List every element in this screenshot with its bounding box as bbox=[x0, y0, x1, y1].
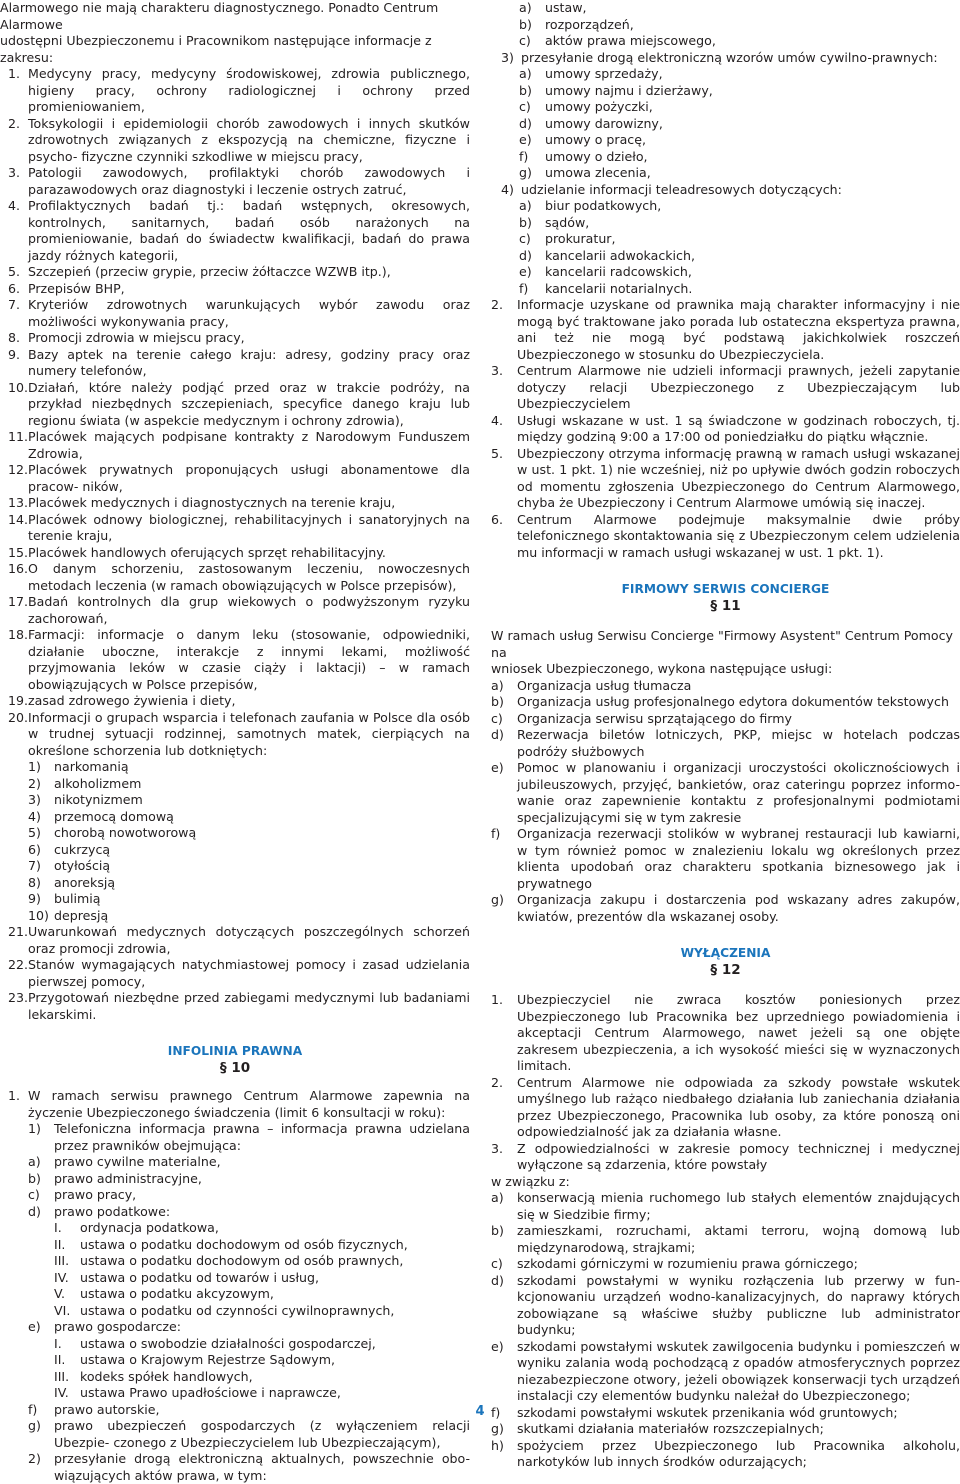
health-topic-item bbox=[0, 264, 470, 281]
item-number: g) bbox=[491, 892, 504, 907]
item-number: 6. bbox=[8, 280, 21, 296]
item-number: e) bbox=[519, 264, 532, 279]
address-item bbox=[491, 215, 960, 232]
item-text: Rezerwacja biletów lotniczych, PKP, miejsc w hotelach podczas podróży służbowych bbox=[517, 727, 960, 759]
item-number: 9. bbox=[8, 346, 21, 362]
heading-concierge: FIRMOWY SERWIS CONCIERGE bbox=[621, 582, 830, 596]
item-text: Promocji zdrowia w miejscu pracy, bbox=[28, 330, 245, 345]
item-text: Uwarunkowań medycznych dotyczących poszczególnych schorzeń oraz promocji zdrowia, bbox=[28, 924, 470, 956]
item-number: 11. bbox=[8, 429, 29, 444]
tax-law-item bbox=[0, 1253, 470, 1270]
item-text: prawo gospodarcze: bbox=[54, 1319, 181, 1334]
health-topic-item bbox=[0, 545, 470, 562]
item-number: c) bbox=[519, 99, 531, 114]
health-topic-item bbox=[0, 330, 470, 347]
intro-line: Alarmowego nie mają charakteru diagnostycznego. Ponadto Centrum Alarmowe bbox=[0, 0, 443, 32]
item-text: skutkami działania materiałów rozszczepialnych; bbox=[517, 1421, 824, 1436]
item-number: d) bbox=[491, 727, 504, 742]
item-number: 1) bbox=[28, 759, 41, 774]
exclusion-item bbox=[491, 992, 960, 1075]
legal-point bbox=[0, 1451, 470, 1484]
support-group-item bbox=[0, 891, 470, 908]
item-text: prokuratur, bbox=[545, 231, 616, 246]
act-item bbox=[491, 17, 960, 34]
business-law-item bbox=[0, 1352, 470, 1369]
item-text: Centrum Alarmowe nie udzieli informacji prawnych, jeżeli zapytanie dotyczy relacji Ubezpieczonego z Ubezpieczającym lub Ubezpieczycielem bbox=[517, 363, 960, 411]
item-text: ustawa o podatku dochodowym od osób fizycznych, bbox=[80, 1236, 408, 1252]
item-text: bulimią bbox=[54, 891, 101, 906]
item-number: e) bbox=[491, 760, 504, 775]
health-topic-item bbox=[0, 710, 470, 760]
intro-line: udostępni Ubezpieczonemu i Pracownikom następujące informacje z zakresu: bbox=[0, 33, 436, 65]
address-item bbox=[491, 198, 960, 215]
item-number: 8. bbox=[8, 330, 21, 345]
cause-item bbox=[491, 1339, 960, 1405]
item-number: 13. bbox=[8, 495, 29, 510]
item-text: umowy darowizny, bbox=[545, 115, 663, 131]
item-number: a) bbox=[491, 677, 504, 693]
cause-item bbox=[491, 1190, 960, 1223]
item-number: I. bbox=[54, 1335, 62, 1351]
item-number: d) bbox=[519, 115, 532, 131]
item-number: II. bbox=[54, 1352, 66, 1367]
item-text: Ubezpieczyciel nie zwraca kosztów poniesionych przez Ubezpieczonego lub Pracownika bez uprzedniego powiadomienia i akceptacji Centrum Alarmowego, nawet jeżeli są one objęte zakresem ubezpieczenia, a ich wysokość mieści się w wyznaczonych limitach. bbox=[517, 992, 960, 1073]
item-text: Organizacja rezerwacji stolików w wybranej restauracji lub kawiarni, w tym również pomoc w znalezieniu lokalu wg określonych przez klienta upodobań oraz charakteru spotkania biznesowego jak i prywatnego bbox=[517, 826, 960, 891]
item-text: Stanów wymagających natychmiastowej pomocy i zasad udzielania pierwszej pomocy, bbox=[28, 957, 470, 989]
item-number: 16. bbox=[8, 561, 29, 576]
tax-law-item bbox=[0, 1286, 470, 1303]
item-text: ustawa Prawo upadłościowe i naprawcze, bbox=[80, 1385, 341, 1400]
contract-item bbox=[491, 83, 960, 100]
cause-item bbox=[491, 1223, 960, 1256]
health-topic-item bbox=[0, 924, 470, 957]
health-topic-item bbox=[0, 594, 470, 627]
item-number: e) bbox=[519, 132, 532, 147]
item-number: 1. bbox=[8, 1088, 21, 1103]
item-text: Placówek handlowych oferujących sprzęt rehabilitacyjny. bbox=[28, 544, 386, 560]
contract-item bbox=[491, 132, 960, 149]
item-number: 18. bbox=[8, 627, 29, 642]
item-text: zasad zdrowego żywienia i diety, bbox=[28, 693, 236, 708]
item-text: Przygotowań niezbędne przed zabiegami medycznymi lub badaniami lekarskimi. bbox=[28, 990, 470, 1022]
item-number: 20. bbox=[8, 709, 29, 725]
legal-rule-item bbox=[491, 512, 960, 562]
item-number: 9) bbox=[28, 891, 41, 906]
health-topic-item bbox=[0, 347, 470, 380]
legal-rule-item bbox=[491, 413, 960, 446]
item-text: nikotynizmem bbox=[54, 792, 143, 807]
concierge-service-item bbox=[491, 892, 960, 925]
item-text: prawo podatkowe: bbox=[54, 1203, 171, 1219]
item-number: III. bbox=[54, 1253, 70, 1268]
contract-item bbox=[491, 116, 960, 133]
item-number: 15. bbox=[8, 544, 29, 560]
health-topic-item bbox=[0, 165, 470, 198]
address-item bbox=[491, 264, 960, 281]
item-number: a) bbox=[28, 1154, 41, 1169]
law-area-item bbox=[0, 1204, 470, 1221]
item-text: Działań, które należy podjąć przed oraz w trakcie podróży, na przykład niezbędnych szczepieniach, specyfice danego kraju lub regionu świata (w aspekcie medycznym i ochrony zdrowia), bbox=[28, 379, 470, 428]
health-topic-item bbox=[0, 561, 470, 594]
item-number: 7. bbox=[8, 297, 21, 312]
support-group-item bbox=[0, 792, 470, 809]
item-text: rozporządzeń, bbox=[545, 16, 634, 32]
section-number: § 12 bbox=[710, 961, 741, 978]
item-text: prawo ubezpieczeń gospodarczych (z wyłączeniem relacji Ubezpie- czonego z Ubezpieczycielem lub Ubezpieczającym), bbox=[54, 1418, 470, 1450]
item-text: Patologii zawodowych, profilaktyki chorób zawodowych i parazawodowych oraz diagnostyki i leczenie ostrych zatruć, bbox=[28, 165, 470, 197]
exclusion-item bbox=[491, 1141, 960, 1174]
contract-item bbox=[491, 149, 960, 166]
item-text: ustaw, bbox=[545, 0, 587, 15]
spacer bbox=[491, 925, 960, 945]
item-number: c) bbox=[519, 231, 531, 246]
item-number: IV. bbox=[54, 1269, 69, 1285]
item-text: udzielanie informacji teleadresowych dotyczących: bbox=[521, 181, 842, 197]
item-text: Szczepień (przeciw grypie, przeciw żółtaczce WZWB itp.), bbox=[28, 264, 391, 279]
item-number: 2. bbox=[8, 115, 21, 131]
item-number: 4. bbox=[491, 412, 504, 428]
address-item bbox=[491, 231, 960, 248]
item-number: g) bbox=[491, 1421, 504, 1436]
item-number: h) bbox=[491, 1437, 504, 1453]
item-text: ustawa o podatku akcyzowym, bbox=[80, 1286, 274, 1301]
legal-rule-item bbox=[491, 363, 960, 413]
address-item bbox=[491, 248, 960, 265]
item-text: Centrum Alarmowe podejmuje maksymalnie dwie próby telefonicznego skontaktowania się z Ubezpieczonym celem udzielenia mu informacji w ramach usługi wskazanej w ust. 1 pkt. 1). bbox=[517, 511, 960, 560]
item-number: 22. bbox=[8, 957, 29, 972]
item-number: 23. bbox=[8, 990, 29, 1005]
item-number: 3. bbox=[491, 363, 504, 378]
spacer bbox=[491, 978, 960, 992]
legal-intro bbox=[0, 1088, 470, 1121]
item-number: c) bbox=[28, 1187, 40, 1202]
item-text: spożyciem przez Ubezpieczonego lub Pracownika alkoholu, narkotyków lub innych środków odurzających; bbox=[517, 1437, 960, 1469]
item-number: f) bbox=[28, 1401, 38, 1417]
item-text: sądów, bbox=[545, 214, 590, 230]
item-text: przesyłanie drogą elektroniczną aktualnych, powszechnie obo- wiązujących aktów prawa, w tym: bbox=[54, 1451, 470, 1483]
item-text: prawo cywilne materialne, bbox=[54, 1154, 221, 1169]
item-text: alkoholizmem bbox=[54, 775, 142, 791]
left-column bbox=[0, 0, 470, 1484]
law-area-item bbox=[0, 1154, 470, 1171]
item-text: ustawa o podatku od towarów i usług, bbox=[80, 1269, 320, 1285]
item-number: V. bbox=[54, 1286, 65, 1301]
concierge-intro-line: wniosek Ubezpieczonego, wykona następujące usługi: bbox=[491, 661, 833, 676]
health-topic-item bbox=[0, 512, 470, 545]
health-topic-item bbox=[0, 66, 470, 116]
tax-law-item bbox=[0, 1270, 470, 1287]
item-text: Placówek odnowy biologicznej, rehabilitacyjnych i sanatoryjnych na terenie kraju, bbox=[28, 511, 470, 543]
item-number: b) bbox=[519, 16, 532, 32]
item-number: g) bbox=[28, 1418, 41, 1433]
contract-item bbox=[491, 99, 960, 116]
spacer bbox=[0, 1023, 470, 1043]
spacer bbox=[491, 561, 960, 581]
item-text: przesyłanie drogą elektroniczną wzorów umów cywilno-prawnych: bbox=[521, 49, 938, 65]
item-text: umowy pożyczki, bbox=[545, 99, 653, 114]
page-number: 4 bbox=[475, 1404, 485, 1419]
health-topic-item bbox=[0, 380, 470, 430]
item-number: 2) bbox=[28, 1451, 41, 1466]
item-text: chorobą nowotworową bbox=[54, 825, 197, 840]
item-text: Kryteriów zdrowotnych warunkujących wybór zawodu oraz możliwości wykonywania pracy, bbox=[28, 297, 470, 329]
item-text: szkodami powstałymi wskutek zawilgocenia budynku i pomieszczeń w wyniku zalania wodą pochodzącą z opadów atmosferycznych poprzez niezabezpieczone otwory, jeżeli obowiązek konserwacji tych urządzeń instalacji czy elementów budynku należał do Ubezpieczonego; bbox=[517, 1338, 960, 1403]
right-column bbox=[491, 0, 960, 1471]
contract-item bbox=[491, 165, 960, 182]
item-number: 14. bbox=[8, 511, 29, 527]
item-text: Badań kontrolnych dla grup wiekowych o podwyższonym ryzyku zachorowań, bbox=[28, 594, 470, 626]
section-number: § 10 bbox=[219, 1059, 251, 1076]
item-number: I. bbox=[54, 1220, 62, 1235]
item-text: O danym schorzeniu, zastosowanym leczeniu, nowoczesnych metodach leczenia (w ramach obowiązujących w Polsce przepisów), bbox=[28, 561, 470, 593]
item-number: 2. bbox=[491, 297, 504, 312]
item-text: otyłością bbox=[54, 858, 111, 873]
item-text: ustawa o podatku od czynności cywilnoprawnych, bbox=[80, 1302, 395, 1318]
item-text: Placówek mających podpisane kontrakty z Narodowym Funduszem Zdrowia, bbox=[28, 429, 470, 461]
item-text: Przepisów BHP, bbox=[28, 280, 125, 296]
item-number: g) bbox=[519, 165, 532, 180]
legal-point bbox=[491, 50, 960, 67]
item-text: Centrum Alarmowe nie odpowiada za szkody powstałe wskutek umyślnego lub rażąco niedbałego działania lub zaniechania działania przez Ubezpieczonego, Pracownika lub osoby, za które ponoszą oni odpowiedzialność jak za działania własne. bbox=[517, 1074, 960, 1139]
cause-item bbox=[491, 1273, 960, 1339]
item-text: cukrzycą bbox=[54, 841, 111, 857]
item-text: kancelarii adwokackich, bbox=[545, 247, 695, 263]
spacer bbox=[0, 1076, 470, 1088]
item-text: aktów prawa miejscowego, bbox=[545, 33, 716, 48]
item-number: e) bbox=[28, 1319, 41, 1334]
item-text: kancelarii radcowskich, bbox=[545, 264, 692, 279]
item-number: 10) bbox=[28, 907, 49, 923]
item-number: VI. bbox=[54, 1302, 71, 1318]
health-topic-item bbox=[0, 957, 470, 990]
item-number: IV. bbox=[54, 1385, 69, 1400]
item-number: f) bbox=[491, 826, 501, 841]
item-number: b) bbox=[519, 82, 532, 98]
support-group-item bbox=[0, 759, 470, 776]
item-text: umowa zlecenia, bbox=[545, 165, 651, 180]
item-text: szkodami górniczymi w rozumieniu prawa górniczego; bbox=[517, 1256, 858, 1271]
item-text: anoreksją bbox=[54, 874, 116, 890]
item-text: przemocą domową bbox=[54, 808, 174, 824]
item-number: a) bbox=[519, 66, 532, 81]
law-area-item bbox=[0, 1319, 470, 1336]
item-number: 6) bbox=[28, 841, 41, 857]
cause-item bbox=[491, 1421, 960, 1438]
business-law-item bbox=[0, 1385, 470, 1402]
item-text: umowy o dzieło, bbox=[545, 148, 648, 164]
item-number: 19. bbox=[8, 693, 29, 708]
concierge-service-item bbox=[491, 727, 960, 760]
item-number: d) bbox=[491, 1272, 504, 1288]
health-topic-item bbox=[0, 693, 470, 710]
item-number: d) bbox=[519, 247, 532, 263]
item-text: Usługi wskazane w ust. 1 są świadczone w godzinach roboczych, tj. między godziną 9:00 a 17:00 od poniedziałku do piątku włącznie. bbox=[517, 412, 960, 444]
contract-item bbox=[491, 66, 960, 83]
item-number: 8) bbox=[28, 874, 41, 890]
item-number: 12. bbox=[8, 462, 29, 477]
support-group-item bbox=[0, 858, 470, 875]
item-text: ustawa o swobodzie działalności gospodarczej, bbox=[80, 1335, 376, 1351]
item-number: b) bbox=[491, 694, 504, 709]
item-text: Toksykologii i epidemiologii chorób zawodowych i innych skutków zdrowotnych związanych z ekspozycją na chemiczne, fizyczne i psycho- fizyczne czynniki szkodliwe w miejscu pracy, bbox=[28, 115, 470, 164]
legal-point bbox=[491, 182, 960, 199]
item-text: Informacje uzyskane od prawnika mają charakter informacyjny i nie mogą być traktowane jako porada lub ostateczna ekspertyza prawna, ani też nie mogą być podstawą jakichkolwiek roszczeń Ubezpieczonego w stosunku do Ubezpieczyciela. bbox=[517, 297, 960, 362]
item-text: narkomanią bbox=[54, 759, 129, 774]
item-text: kodeks spółek handlowych, bbox=[80, 1368, 253, 1384]
item-number: 10. bbox=[8, 379, 29, 395]
item-text: zamieszkami, rozruchami, aktami terroru, wojną domową lub międzynarodową, strajkami; bbox=[517, 1223, 960, 1255]
item-number: 5. bbox=[491, 445, 504, 461]
item-text: Placówek medycznych i diagnostycznych na terenie kraju, bbox=[28, 495, 396, 510]
legal-rule-item bbox=[491, 297, 960, 363]
act-item bbox=[491, 0, 960, 17]
item-number: b) bbox=[519, 214, 532, 230]
law-area-item bbox=[0, 1187, 470, 1204]
item-number: c) bbox=[491, 710, 503, 726]
item-text: konserwacją mienia ruchomego lub stałych elementów znajdujących się w Siedzibie firmy; bbox=[517, 1190, 960, 1222]
exclusion-item bbox=[491, 1075, 960, 1141]
item-text: Z odpowiedzialności w zakresie pomocy technicznej i medycznej wyłączone są zdarzenia, które powstały bbox=[517, 1140, 960, 1172]
health-topic-item bbox=[0, 462, 470, 495]
item-number: 3) bbox=[501, 49, 514, 65]
act-item bbox=[491, 33, 960, 50]
item-text: biur podatkowych, bbox=[545, 198, 662, 213]
item-text: umowy o pracę, bbox=[545, 132, 646, 147]
concierge-service-item bbox=[491, 826, 960, 892]
item-number: e) bbox=[491, 1338, 504, 1354]
support-group-item bbox=[0, 809, 470, 826]
concierge-service-item bbox=[491, 760, 960, 826]
item-text: Medycyny pracy, medycyny środowiskowej, zdrowia publicznego, higieny pracy, ochrony radiologicznej i ochrony przed promieniowaniem, bbox=[28, 66, 470, 114]
tax-law-item bbox=[0, 1303, 470, 1320]
item-number: b) bbox=[491, 1223, 504, 1238]
item-text: Organizacja usług profesjonalnego edytora dokumentów tekstowych bbox=[517, 694, 949, 709]
causes-intro: w związku z: bbox=[491, 1173, 570, 1189]
concierge-intro-line: W ramach usług Serwisu Concierge "Firmowy Asystent" Centrum Pomocy na bbox=[491, 628, 957, 660]
item-number: 4) bbox=[28, 808, 41, 824]
item-number: III. bbox=[54, 1368, 70, 1384]
item-text: Ubezpieczony otrzyma informację prawną w ramach usługi wskazanej w ust. 1 pkt. 1) nie wcześniej, niż po upływie dwóch godzin roboczych od momentu zgłoszenia Ubezpieczonego do Centrum Alarmowego, chyba że Ubezpieczony i Centrum Alarmowe umówią się inaczej. bbox=[517, 445, 960, 510]
item-number: 17. bbox=[8, 594, 29, 609]
item-number: 21. bbox=[8, 924, 29, 939]
item-text: W ramach serwisu prawnego Centrum Alarmowe zapewnia na życzenie Ubezpieczonego świadczenia (limit 6 konsultacji w roku): bbox=[28, 1088, 470, 1120]
health-topic-item bbox=[0, 627, 470, 693]
health-topic-item bbox=[0, 495, 470, 512]
item-text: Profilaktycznych badań tj.: badań wstępnych, okresowych, kontrolnych, sanitarnych, badań osób narażonych na promieniowanie, badań do świadectw kwalifikacji, badań do prawa jazdy różnych kategorii, bbox=[28, 198, 470, 263]
item-text: ustawa o podatku dochodowym od osób prawnych, bbox=[80, 1253, 404, 1268]
item-number: c) bbox=[491, 1256, 503, 1271]
legal-point bbox=[0, 1121, 470, 1154]
item-text: Bazy aptek na terenie całego kraju: adresy, godziny pracy oraz numery telefonów, bbox=[28, 346, 470, 378]
health-topic-item bbox=[0, 116, 470, 166]
item-number: a) bbox=[519, 198, 532, 213]
item-number: 6. bbox=[491, 511, 504, 527]
heading-legal-helpline: INFOLINIA PRAWNA bbox=[167, 1044, 303, 1058]
item-number: 5) bbox=[28, 825, 41, 840]
item-number: 1. bbox=[8, 66, 21, 81]
concierge-service-item bbox=[491, 711, 960, 728]
item-number: 1. bbox=[491, 992, 504, 1007]
support-group-item bbox=[0, 776, 470, 793]
item-text: umowy sprzedaży, bbox=[545, 66, 663, 81]
item-number: 3) bbox=[28, 792, 41, 807]
item-text: prawo autorskie, bbox=[54, 1401, 160, 1417]
cause-item bbox=[491, 1438, 960, 1471]
item-number: 2. bbox=[491, 1074, 504, 1090]
item-number: 7) bbox=[28, 858, 41, 873]
item-text: kancelarii notarialnych. bbox=[545, 280, 693, 296]
health-topic-item bbox=[0, 198, 470, 264]
item-number: 4. bbox=[8, 198, 21, 213]
cause-item bbox=[491, 1256, 960, 1273]
health-topic-item bbox=[0, 281, 470, 298]
item-text: Organizacja serwisu sprzątającego do firmy bbox=[517, 710, 792, 726]
item-number: a) bbox=[519, 0, 532, 15]
item-number: b) bbox=[28, 1170, 41, 1186]
item-number: 4) bbox=[501, 181, 514, 197]
address-item bbox=[491, 281, 960, 298]
item-number: 3. bbox=[8, 165, 21, 180]
item-text: ustawa o Krajowym Rejestrze Sądowym, bbox=[80, 1352, 335, 1367]
item-text: Organizacja zakupu i dostarczenia pod wskazany adres zakupów, kwiatów, prezentów dla wskazanej osoby. bbox=[517, 892, 960, 924]
concierge-service-item bbox=[491, 678, 960, 695]
item-text: Telefoniczna informacja prawna – informacja prawna udzielana przez prawników obejmująca: bbox=[54, 1121, 470, 1153]
item-number: c) bbox=[519, 33, 531, 48]
spacer bbox=[491, 614, 960, 628]
item-text: depresją bbox=[54, 907, 109, 923]
law-area-item bbox=[0, 1171, 470, 1188]
item-number: II. bbox=[54, 1236, 66, 1252]
item-text: Informacji o grupach wsparcia i telefonach zaufania w Polsce dla osób w trudnej sytuacji rodzinnej, samotnych matek, cierpiących na określone schorzenia lub dotkniętych: bbox=[28, 709, 470, 758]
item-number: 2) bbox=[28, 775, 41, 791]
item-text: szkodami powstałymi w wyniku rozłączenia lub przerwy w fun- kcjonowaniu urządzeń wodno-kanalizacyjnych, do naprawy których zobowiązane są właściwe służby publiczne lub administrator budynku; bbox=[517, 1272, 960, 1337]
item-text: ordynacja podatkowa, bbox=[80, 1220, 219, 1235]
support-group-item bbox=[0, 908, 470, 925]
concierge-service-item bbox=[491, 694, 960, 711]
item-number: f) bbox=[519, 148, 529, 164]
support-group-item bbox=[0, 842, 470, 859]
item-number: 3. bbox=[491, 1140, 504, 1156]
item-number: d) bbox=[28, 1203, 41, 1219]
item-number: 5. bbox=[8, 264, 21, 279]
health-topic-item bbox=[0, 990, 470, 1023]
item-text: Placówek prywatnych proponujących usługi abonamentowe dla pracow- ników, bbox=[28, 462, 470, 494]
item-text: prawo pracy, bbox=[54, 1187, 137, 1202]
heading-exclusions: WYŁĄCZENIA bbox=[680, 946, 771, 960]
legal-rule-item bbox=[491, 446, 960, 512]
health-topic-item bbox=[0, 297, 470, 330]
business-law-item bbox=[0, 1336, 470, 1353]
item-number: 1) bbox=[28, 1121, 41, 1136]
business-law-item bbox=[0, 1369, 470, 1386]
tax-law-item bbox=[0, 1237, 470, 1254]
support-group-item bbox=[0, 875, 470, 892]
item-text: prawo administracyjne, bbox=[54, 1170, 202, 1186]
item-text: Pomoc w planowaniu i organizacji uroczystości okolicznościowych i jubileuszowych, przyjęć, bankietów, oraz cateringu poprzez informo- wanie oraz zapewnienie kontaktu z profesjonalnymi podmiotami specjalizującymi się w tym zakresie bbox=[517, 760, 960, 825]
health-topic-item bbox=[0, 429, 470, 462]
item-number: f) bbox=[519, 280, 529, 296]
item-text: Organizacja usług tłumacza bbox=[517, 677, 692, 693]
section-number: § 11 bbox=[710, 597, 741, 614]
item-number: f) bbox=[491, 1404, 501, 1420]
item-text: umowy najmu i dzierżawy, bbox=[545, 82, 713, 98]
tax-law-item bbox=[0, 1220, 470, 1237]
item-text: szkodami powstałymi wskutek przenikania wód gruntowych; bbox=[517, 1404, 898, 1420]
item-number: a) bbox=[491, 1190, 504, 1205]
support-group-item bbox=[0, 825, 470, 842]
item-text: Farmacji: informacje o danym leku (stosowanie, odpowiedniki, działanie uboczne, interakcje z innymi lekami, możliwość przyjmowania leków w czasie ciąży i laktacji) – w ramach obowiązujących w Polsce przepisów, bbox=[28, 627, 470, 692]
